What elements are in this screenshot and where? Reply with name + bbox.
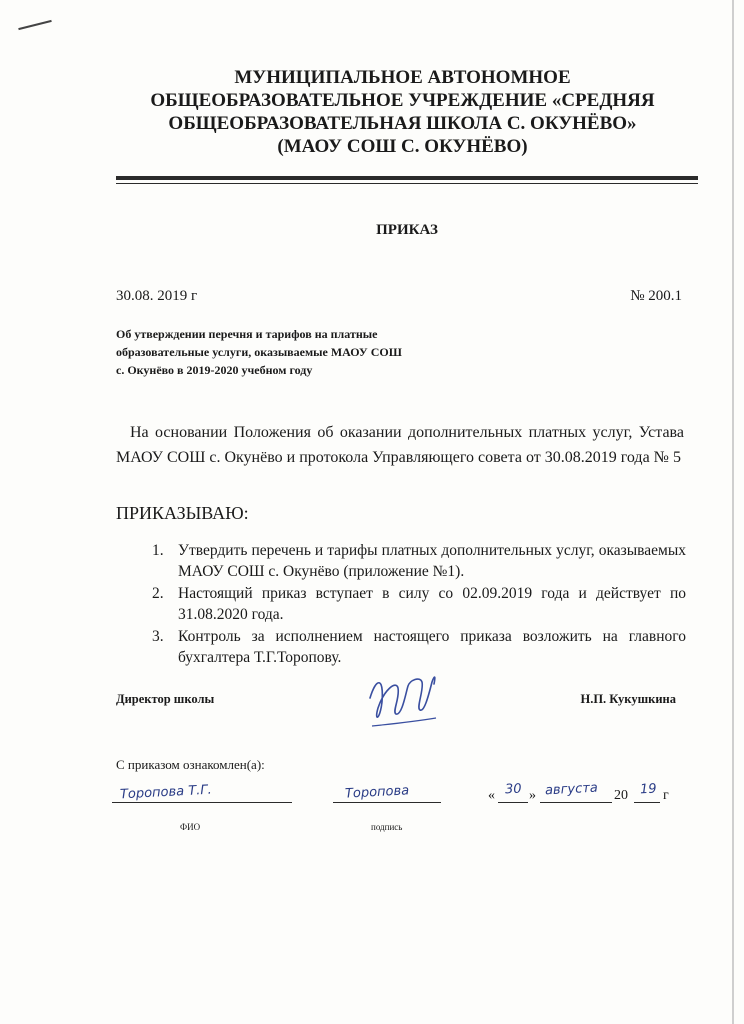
acknowledgement-label: С приказом ознакомлен(а): [116,757,265,772]
director-label: Директор школы [116,692,215,706]
director-signature-icon [362,668,442,730]
org-line-4: (МАОУ СОШ С. ОКУНЁВО) [277,136,528,157]
director-name: Н.П. Кукушкина [580,692,676,706]
item-text: Настоящий приказ вступает в силу со 02.09.2019 года и действует по 31.08.2020 года. [178,585,686,623]
date-month-line [540,802,612,803]
document-date: 30.08. 2019 г [116,288,198,304]
document-subject [116,325,446,379]
document-title: ПРИКАЗ [376,222,438,238]
header-rule-thick [116,176,698,180]
date-year-line [634,802,660,803]
scan-edge [732,0,734,1024]
subject-line-2: образовательные услуги, оказываемые МАОУ СОШ [116,345,402,359]
date-day-handwritten: 30 [504,781,522,798]
org-line-2: ОБЩЕОБРАЗОВАТЕЛЬНОЕ УЧРЕЖДЕНИЕ «СРЕДНЯЯ [150,90,655,111]
pen-mark [18,20,51,30]
order-item [152,626,686,668]
item-number: 2. [152,585,164,602]
document-number: № 200.1 [630,288,682,304]
order-items [152,540,686,669]
signature-handwritten: Торопова [344,783,410,802]
subject-line-3: с. Окунёво в 2019-2020 учебном году [116,363,313,377]
fio-caption: ФИО [180,822,201,832]
signature-line [333,802,441,803]
order-item [152,583,686,625]
org-line-3: ОБЩЕОБРАЗОВАТЕЛЬНАЯ ШКОЛА С. ОКУНЁВО» [168,113,637,134]
date-day-line [498,802,528,803]
fio-handwritten: Торопова Т.Г. [119,782,213,803]
order-item [152,540,686,582]
item-number: 1. [152,542,164,559]
date-year-suffix: г [663,788,669,803]
fio-line [112,802,292,803]
item-text: Контроль за исполнением настоящего приказа возложить на главного бухгалтера Т.Г.Торопову. [178,628,686,666]
signature-caption: подпись [371,822,403,832]
basis-paragraph: На основании Положения об оказании дополнительных платных услуг, Устава МАОУ СОШ с. Окунёво и протокола Управляющего совета от 30.08.2019 года № 5 [116,424,684,466]
item-number: 3. [152,628,164,645]
date-year-prefix: 20 [614,788,628,803]
date-quote-close: » [529,788,536,803]
organization-header [110,66,695,158]
header-rule-thin [116,183,698,184]
date-quote-open: « [488,788,495,803]
date-month-handwritten: августа [544,780,599,799]
item-text: Утвердить перечень и тарифы платных дополнительных услуг, оказываемых МАОУ СОШ с. Окунёво (приложение №1). [178,542,686,580]
org-line-1: МУНИЦИПАЛЬНОЕ АВТОНОМНОЕ [234,67,571,88]
date-year-handwritten: 19 [639,781,657,798]
subject-line-1: Об утверждении перечня и тарифов на платные [116,327,378,341]
order-word: ПРИКАЗЫВАЮ: [116,503,249,523]
